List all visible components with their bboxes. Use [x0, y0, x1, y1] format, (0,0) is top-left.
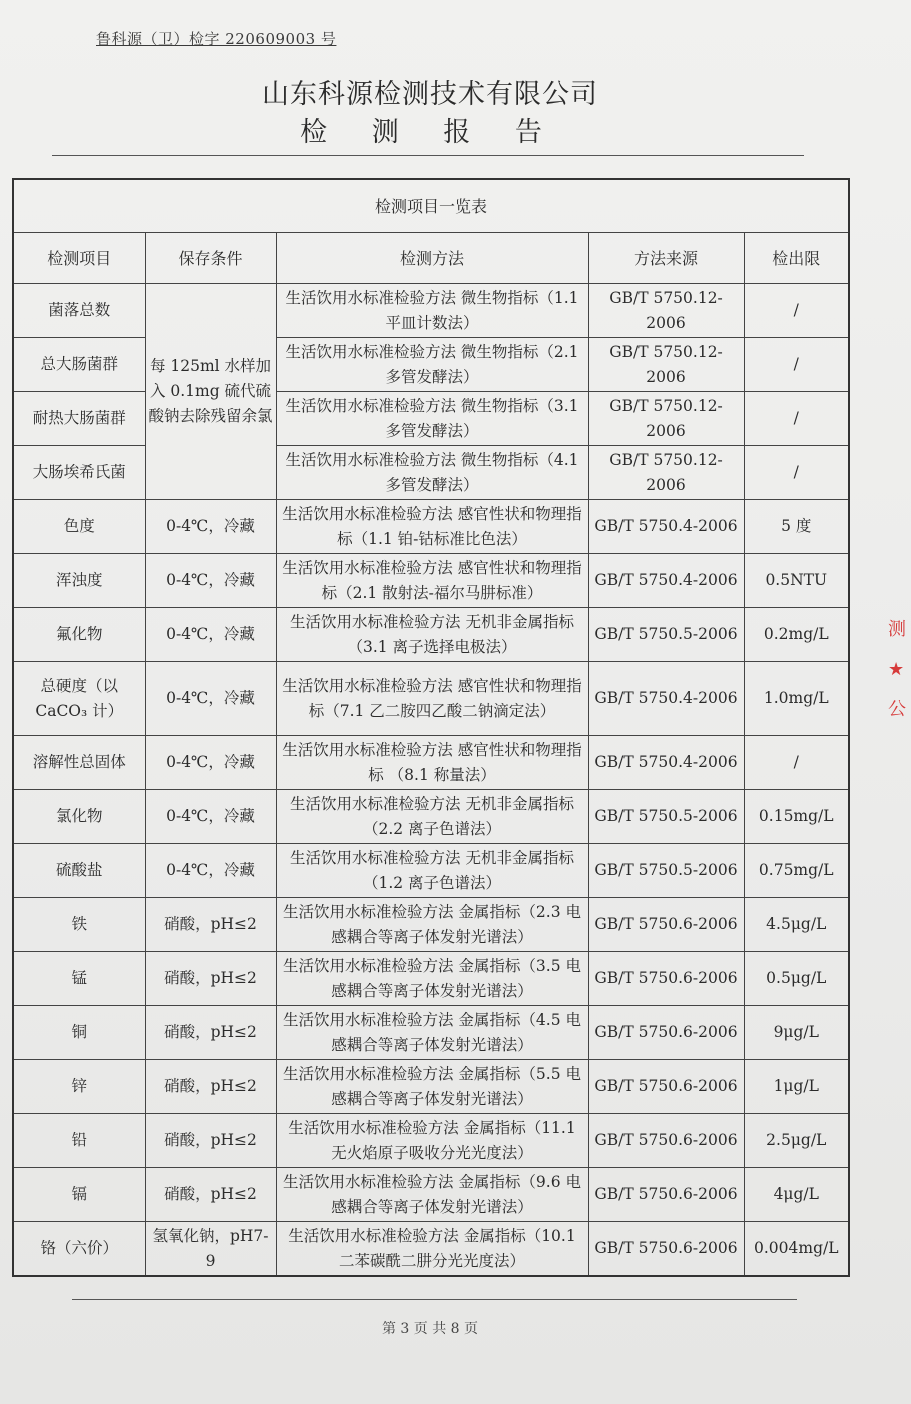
cell-source: GB/T 5750.6-2006: [588, 952, 744, 1006]
cell-limit: 1μg/L: [744, 1060, 849, 1114]
cell-limit: 9μg/L: [744, 1006, 849, 1060]
document-title: 检 测 报 告: [300, 117, 560, 148]
cell-item: 浑浊度: [13, 554, 145, 608]
table-row: [13, 952, 849, 1006]
table-row: [13, 898, 849, 952]
cell-storage: 0-4℃，冷藏: [145, 500, 276, 554]
cell-limit: 1.0mg/L: [744, 662, 849, 736]
cell-limit: /: [744, 392, 849, 446]
cell-method: 生活饮用水标准检验方法 金属指标（3.5 电感耦合等离子体发射光谱法）: [276, 952, 588, 1006]
page-number: 第 3 页 共 8 页: [381, 1321, 479, 1337]
cell-source: GB/T 5750.4-2006: [588, 736, 744, 790]
cell-item: 锰: [13, 952, 145, 1006]
cell-limit: 0.75mg/L: [744, 844, 849, 898]
cell-limit: 0.004mg/L: [744, 1222, 849, 1277]
cell-storage: 氢氧化钠，pH7-9: [145, 1222, 276, 1277]
cell-source: GB/T 5750.5-2006: [588, 790, 744, 844]
cell-method: 生活饮用水标准检验方法 金属指标（9.6 电感耦合等离子体发射光谱法）: [276, 1168, 588, 1222]
cell-method: 生活饮用水标准检验方法 金属指标（10.1 二苯碳酰二肼分光光度法）: [276, 1222, 588, 1277]
cell-method: 生活饮用水标准检验方法 感官性状和物理指标（1.1 铂-钴标准比色法）: [276, 500, 588, 554]
column-header-item: 检测项目: [13, 233, 145, 284]
table-row: [13, 1114, 849, 1168]
cell-storage: 硝酸，pH≤2: [145, 898, 276, 952]
cell-source: GB/T 5750.12-2006: [588, 284, 744, 338]
cell-item: 铅: [13, 1114, 145, 1168]
cell-method: 生活饮用水标准检验方法 微生物指标（4.1 多管发酵法）: [276, 446, 588, 500]
cell-method: 生活饮用水标准检验方法 无机非金属指标 （1.2 离子色谱法）: [276, 844, 588, 898]
company-name: 山东科源检测技术有限公司: [262, 79, 598, 110]
cell-source: GB/T 5750.6-2006: [588, 1114, 744, 1168]
cell-method: 生活饮用水标准检验方法 微生物指标（3.1 多管发酵法）: [276, 392, 588, 446]
cell-limit: /: [744, 736, 849, 790]
cell-item: 铬（六价）: [13, 1222, 145, 1277]
table-row: [13, 1168, 849, 1222]
red-seal-stamp: 测 ★ 公: [888, 619, 906, 720]
cell-method: 生活饮用水标准检验方法 金属指标（4.5 电感耦合等离子体发射光谱法）: [276, 1006, 588, 1060]
cell-limit: 0.15mg/L: [744, 790, 849, 844]
cell-storage: 硝酸，pH≤2: [145, 1168, 276, 1222]
cell-item: 色度: [13, 500, 145, 554]
cell-limit: 0.5NTU: [744, 554, 849, 608]
cell-item: 硫酸盐: [13, 844, 145, 898]
cell-source: GB/T 5750.6-2006: [588, 1006, 744, 1060]
column-header-method: 检测方法: [276, 233, 588, 284]
cell-storage: 0-4℃，冷藏: [145, 736, 276, 790]
cell-item: 总大肠菌群: [13, 338, 145, 392]
table-row: [13, 338, 849, 392]
cell-item: 大肠埃希氏菌: [13, 446, 145, 500]
cell-item: 溶解性总固体: [13, 736, 145, 790]
header-divider: [52, 155, 804, 156]
report-number: 鲁科源（卫）检字 220609003 号: [96, 30, 337, 48]
table-row: [13, 1060, 849, 1114]
cell-item: 铁: [13, 898, 145, 952]
cell-storage: 0-4℃，冷藏: [145, 662, 276, 736]
cell-source: GB/T 5750.4-2006: [588, 662, 744, 736]
cell-method: 生活饮用水标准检验方法 感官性状和物理指标 （8.1 称量法）: [276, 736, 588, 790]
cell-source: GB/T 5750.6-2006: [588, 898, 744, 952]
cell-limit: 2.5μg/L: [744, 1114, 849, 1168]
cell-method: 生活饮用水标准检验方法 微生物指标（1.1 平皿计数法）: [276, 284, 588, 338]
cell-storage: 硝酸，pH≤2: [145, 952, 276, 1006]
cell-storage: 硝酸，pH≤2: [145, 1006, 276, 1060]
cell-method: 生活饮用水标准检验方法 微生物指标（2.1 多管发酵法）: [276, 338, 588, 392]
cell-item: 耐热大肠菌群: [13, 392, 145, 446]
cell-storage: 0-4℃，冷藏: [145, 608, 276, 662]
cell-item: 锌: [13, 1060, 145, 1114]
column-header-storage: 保存条件: [145, 233, 276, 284]
cell-limit: /: [744, 446, 849, 500]
cell-source: GB/T 5750.12-2006: [588, 392, 744, 446]
cell-limit: 5 度: [744, 500, 849, 554]
cell-source: GB/T 5750.12-2006: [588, 338, 744, 392]
column-header-limit: 检出限: [744, 233, 849, 284]
cell-source: GB/T 5750.6-2006: [588, 1168, 744, 1222]
table-row: [13, 500, 849, 554]
table-row: [13, 608, 849, 662]
cell-storage: 0-4℃，冷藏: [145, 844, 276, 898]
cell-item: 总硬度（以 CaCO₃ 计）: [13, 662, 145, 736]
test-items-table: [12, 178, 850, 1277]
cell-method: 生活饮用水标准检验方法 金属指标（5.5 电感耦合等离子体发射光谱法）: [276, 1060, 588, 1114]
cell-item: 镉: [13, 1168, 145, 1222]
footer-divider: [72, 1299, 797, 1300]
table-row: [13, 1222, 849, 1277]
cell-storage: 硝酸，pH≤2: [145, 1060, 276, 1114]
table-row: [13, 1006, 849, 1060]
table-row: [13, 554, 849, 608]
cell-limit: 4.5μg/L: [744, 898, 849, 952]
cell-method: 生活饮用水标准检验方法 金属指标（2.3 电感耦合等离子体发射光谱法）: [276, 898, 588, 952]
cell-limit: 4μg/L: [744, 1168, 849, 1222]
cell-item: 氟化物: [13, 608, 145, 662]
cell-method: 生活饮用水标准检验方法 无机非金属指标 （3.1 离子选择电极法）: [276, 608, 588, 662]
cell-method: 生活饮用水标准检验方法 无机非金属指标（2.2 离子色谱法）: [276, 790, 588, 844]
cell-source: GB/T 5750.4-2006: [588, 500, 744, 554]
cell-storage: 硝酸，pH≤2: [145, 1114, 276, 1168]
table-row: [13, 284, 849, 338]
cell-method: 生活饮用水标准检验方法 感官性状和物理指标（2.1 散射法-福尔马肼标准）: [276, 554, 588, 608]
table-row: [13, 790, 849, 844]
table-row: [13, 446, 849, 500]
cell-source: GB/T 5750.4-2006: [588, 554, 744, 608]
table-row: [13, 662, 849, 736]
cell-source: GB/T 5750.5-2006: [588, 844, 744, 898]
cell-storage: 0-4℃，冷藏: [145, 790, 276, 844]
table-row: [13, 844, 849, 898]
table-row: [13, 392, 849, 446]
cell-limit: /: [744, 284, 849, 338]
cell-item: 铜: [13, 1006, 145, 1060]
cell-source: GB/T 5750.6-2006: [588, 1060, 744, 1114]
cell-method: 生活饮用水标准检验方法 金属指标（11.1 无火焰原子吸收分光光度法）: [276, 1114, 588, 1168]
table-row: [13, 736, 849, 790]
cell-storage-shared: 每 125ml 水样加入 0.1mg 硫代硫酸钠去除残留余氯: [145, 284, 276, 500]
cell-method: 生活饮用水标准检验方法 感官性状和物理指标（7.1 乙二胺四乙酸二钠滴定法）: [276, 662, 588, 736]
cell-limit: 0.5μg/L: [744, 952, 849, 1006]
column-header-source: 方法来源: [588, 233, 744, 284]
cell-source: GB/T 5750.5-2006: [588, 608, 744, 662]
cell-source: GB/T 5750.6-2006: [588, 1222, 744, 1277]
cell-limit: /: [744, 338, 849, 392]
table-caption: 检测项目一览表: [13, 179, 849, 233]
cell-item: 菌落总数: [13, 284, 145, 338]
cell-source: GB/T 5750.12-2006: [588, 446, 744, 500]
cell-storage: 0-4℃，冷藏: [145, 554, 276, 608]
cell-item: 氯化物: [13, 790, 145, 844]
cell-limit: 0.2mg/L: [744, 608, 849, 662]
